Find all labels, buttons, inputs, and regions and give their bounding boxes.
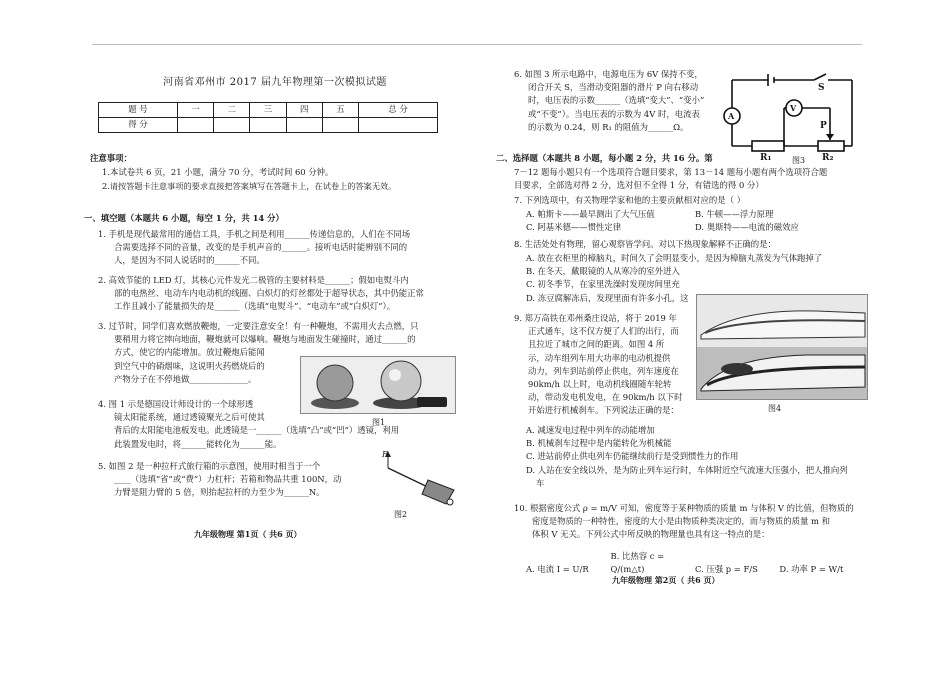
figure-3-circuit-diagram: [722, 68, 858, 164]
option-c: C. 进站前停止供电列车仍能继续前行是受到惯性力的作用: [526, 451, 739, 462]
instruction-line: 目要求，全部选对得 2 分，选对但不全得 1 分，有错选的得 0 分）: [514, 180, 764, 191]
option-b: B. 比热容 c = Q/(m△t): [610, 551, 665, 575]
question-line: 6. 如图 3 所示电路中，电源电压为 6V 保持不变，: [514, 69, 703, 79]
figure-4-caption: 图4: [768, 404, 782, 413]
option-c: C. 初冬季节，在家里洗澡时发现房间里充: [526, 279, 680, 290]
question-line: 9. 郑万高铁在邓州桑庄设站，将于 2019 年: [514, 313, 677, 323]
score-table-score-row: [99, 118, 438, 133]
question-2: [98, 274, 466, 314]
question-line: 3. 过节时，同学们喜欢燃放鞭炮，一定要注意安全！有一种鞭炮，不需用火去点燃，只: [98, 321, 419, 331]
question-line: 产物分子在不停地做______________。: [114, 373, 257, 384]
question-10-options: [526, 550, 878, 576]
option-b: B. 在冬天，戴眼镜的人从寒冷的室外进入: [526, 266, 680, 277]
page-2-footer: 九年级物理 第2页（ 共6 页）: [612, 575, 720, 585]
question-line: 密度是物质的一种特性，密度的大小是由物质种类决定的，而与物质的质量 m 和: [532, 516, 831, 527]
instruction-line: 7－12 题每小题只有一个选项符合题目要求，第 13－14 题每小题有两个选项符合题: [514, 167, 828, 177]
figure-3-caption: 图3: [792, 156, 806, 165]
figure-2-force-label: F: [382, 450, 388, 459]
voltmeter-label: V: [790, 103, 797, 113]
section-1-heading: 一、填空题（本题共 6 小题，每空 1 分，共 14 分）: [84, 213, 284, 223]
score-header-cell: 题 号: [99, 103, 178, 118]
score-header-cell: 一: [177, 103, 213, 118]
section-2-heading: 二、选择题（本题共 8 小题，每小题 2 分，共 16 分。第: [496, 153, 713, 163]
question-10: [514, 502, 878, 542]
question-line: 90km/h 以上时，电动机线圈随车轮转: [528, 379, 672, 390]
score-header-cell: 三: [250, 103, 286, 118]
question-line: 人，是因为不同人说话时的______不同。: [114, 255, 265, 266]
note-line: 2.请按答题卡注意事项的要求直接把答案填写在答题卡上，在试卷上的答案无效。: [102, 181, 397, 191]
question-line: 开始进行机械刹车。下列说法正确的是：: [528, 405, 679, 416]
question-line: 示，动车组列车用大功率的电动机提供: [528, 352, 671, 363]
option-d: D. 冻豆腐解冻后，发现里面有许多小孔，这: [526, 292, 689, 303]
figure-2-suitcase-diagram: [380, 450, 460, 508]
question-line: 工作且减小了能量损失的是______（选填“电熨斗”、“电动车”或“白炽灯”）。: [114, 301, 396, 312]
switch-label: S: [818, 83, 825, 93]
question-line: 2. 高效节能的 LED 灯，其核心元件发光二极管的主要材料是______；假如电熨斗内: [98, 275, 409, 285]
question-line: 背后的太阳能电池板发电。此透镜是一______（选填“凸”或“凹”）透镜，利用: [114, 425, 400, 436]
page-1-footer: 九年级物理 第1页（ 共6 页）: [194, 529, 302, 539]
option-d: D. 功率 P = W/t: [779, 564, 844, 575]
exam-page-1: [84, 62, 466, 622]
question-line: 的示数为 0.24，则 R₁ 的阻值为______Ω。: [528, 121, 689, 132]
score-header-cell: 五: [322, 103, 358, 118]
question-line: 5. 如图 2 是一种拉杆式旅行箱的示意图，使用时相当于一个: [98, 461, 321, 471]
option-a: A. 帕斯卡——最早测出了大气压值: [526, 209, 655, 219]
score-table-header-row: [99, 103, 438, 118]
score-cell: [359, 118, 438, 133]
ammeter-label: A: [728, 111, 735, 121]
question-line: 或“不变”）。当电压表的示数为 4V 时，电流表: [528, 108, 700, 119]
score-cell: [322, 118, 358, 133]
question-line: 方式，使它的内能增加。放过鞭炮后能闻: [114, 347, 265, 358]
score-header-cell: 二: [214, 103, 250, 118]
question-line: 要稍用力将它摔向地面，鞭炮就可以爆响。鞭炮与地面发生碰撞时，通过______的: [114, 334, 416, 345]
question-line: 到空气中的硝烟味，这说明火药燃烧后的: [114, 360, 265, 371]
score-header-cell: 总 分: [359, 103, 438, 118]
question-line: 体积 V 无关。下列公式中所反映的物理量也具有这一特点的是：: [532, 529, 770, 540]
question-9: [514, 312, 878, 418]
question-line: 10. 根据密度公式 ρ = m/V 可知，密度等于某种物质的质量 m 与体积 V 的比值，但物质的: [514, 503, 854, 513]
score-header-cell: 四: [286, 103, 322, 118]
option-c: C. 压强 p = F/S: [694, 564, 758, 575]
option-d: D. 人站在安全线以外，是为防止列车运行时，车体附近空气流速大压强小，把人推向列: [526, 464, 848, 475]
question-1: [98, 228, 466, 268]
resistor-r1-label: R₁: [760, 153, 772, 163]
score-cell: [214, 118, 250, 133]
score-table: [98, 102, 466, 133]
question-7-options: [526, 208, 878, 234]
option-b: B. 牛顿——浮力原理: [694, 209, 774, 219]
option-a: A. 减速发电过程中列车的动能增加: [526, 425, 655, 435]
question-line: 部的电热丝、电动车内电动机的线圈、白炽灯的灯丝都处于超导状态，其中仍能正常: [114, 288, 424, 299]
question-line: 且拉近了城市之间的距离。如图 4 所: [528, 339, 665, 350]
score-cell: [286, 118, 322, 133]
question-line: 正式通车，这不仅方便了人们的出行，而: [528, 326, 679, 337]
option-c: C. 阿基米德——惯性定律: [526, 222, 622, 233]
question-line: 动力，列车到站前停止供电，列车速度在: [528, 365, 679, 376]
figure-2-caption: 图2: [394, 510, 408, 519]
question-9-options: [526, 424, 878, 490]
question-line: 闭合开关 S，当滑动变阻器的滑片 P 向右移动: [528, 82, 699, 93]
question-8: 8. 生活处处有物理，留心观察皆学问。对以下热现象解释不正确的是：: [514, 239, 776, 249]
option-a: A. 放在衣柜里的樟脑丸，时间久了会明显变小，是因为樟脑丸蒸发为气体跑掉了: [526, 253, 823, 263]
score-cell: [250, 118, 286, 133]
section-2-instructions: [514, 166, 878, 192]
question-line: 1. 手机是现代最常用的通信工具，手机之间是利用______传递信息的，人们在不同场: [98, 229, 411, 239]
question-line: 此装置发电时，将______能转化为______能。: [114, 438, 282, 449]
question-line: 合需要选择不同的音量，改变的是手机声音的______。接听电话时能辨别不同的: [114, 242, 408, 253]
slider-label: P: [820, 121, 827, 131]
page-top-rule: [92, 44, 862, 45]
exam-title: 河南省邓州市 2017 届九年物理第一次模拟试题: [163, 77, 387, 88]
score-cell: [177, 118, 213, 133]
option-d-continued: 车: [536, 477, 545, 488]
question-line: 镜太阳能系统，通过透镜聚光之后可使其: [114, 412, 265, 423]
score-row-label: 得 分: [99, 118, 178, 133]
option-a: A. 电流 I = U/R: [526, 564, 589, 575]
question-line: 力臂是阻力臂的 5 倍，则抬起拉杆的力至少为______N。: [114, 487, 325, 498]
exam-page-2: [496, 62, 878, 622]
question-line: 时，电压表的示数______（选填“变大”、“变小”: [528, 95, 705, 106]
question-line: ____（选填“省”或“费”）力杠杆；若箱和物品共重 100N，动: [114, 474, 342, 485]
question-line: 动，带动发电机发电，在 90km/h 以下时: [528, 392, 683, 403]
question-4: [98, 398, 466, 451]
option-b: B. 机械刹车过程中是内能转化为机械能: [526, 438, 672, 449]
figure-1-caption: 图1: [372, 418, 386, 427]
resistor-r2-label: R₂: [822, 153, 834, 163]
option-d: D. 奥斯特——电流的磁效应: [694, 222, 799, 233]
note-line: 1.本试卷共 6 页，21 小题，满分 70 分，考试时间 60 分钟。: [102, 167, 334, 177]
question-line: 4. 图 1 示是德国设计师设计的一个球形透: [98, 399, 254, 409]
notes-heading: 注意事项：: [90, 153, 132, 163]
question-7: 7. 下列选项中，有关物理学家和他的主要贡献相对应的是（ ）: [514, 195, 746, 205]
